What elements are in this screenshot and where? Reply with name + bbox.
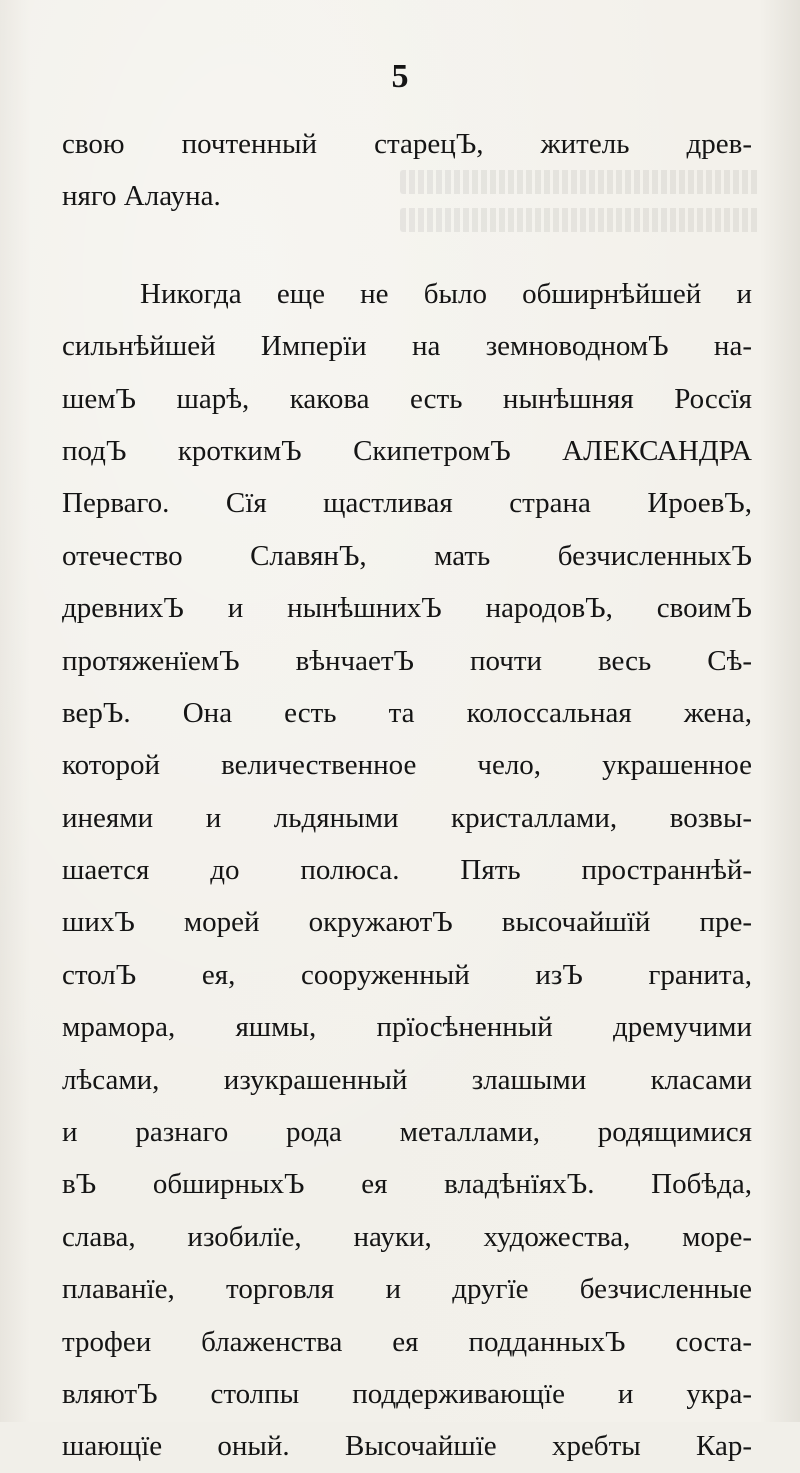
text-line: отечество СлавянЪ, мать безчисленныхЪ: [62, 539, 752, 572]
text-line: шающїе оный. Высочайшїе хребты Кар-: [62, 1430, 752, 1463]
text-line: свою почтенный старецЪ, житель древ-: [62, 128, 752, 160]
text-line: инеями и льдяными кристаллами, возвы-: [62, 801, 752, 834]
text-line: шается до полюса. Пять пространнѣй-: [62, 854, 752, 887]
page-number: 5: [391, 58, 409, 95]
text-line: столЪ ея, сооруженный изЪ гранита,: [62, 958, 752, 991]
text-line: шихЪ морей окружаютЪ высочайшїй пре-: [62, 906, 752, 939]
text-line: трофеи блаженства ея подданныхЪ соста-: [62, 1325, 752, 1358]
text-line: которой величественное чело, украшенное: [62, 749, 752, 782]
text-line: древнихЪ и нынѣшнихЪ народовЪ, своимЪ: [62, 592, 752, 625]
text-line: Перваго. Сїя щастливая страна ИроевЪ,: [62, 487, 752, 520]
text-line: плаванїе, торговля и другїе безчисленные: [62, 1273, 752, 1306]
text-line: Никогда еще не было обширнѣйшей и: [140, 277, 752, 310]
text-line: вЪ обширныхЪ ея владѣнїяхЪ. Побѣда,: [62, 1168, 752, 1201]
text-line: подЪ кроткимЪ СкипетромЪ АЛЕКСАНДРА: [62, 434, 752, 467]
text-line: и разнаго рода металлами, родящимися: [62, 1116, 752, 1149]
text-line: няго Алауна.: [62, 180, 221, 213]
text-line: мрамора, яшмы, прїосѣненный дремучими: [62, 1011, 752, 1044]
text-line: вляютЪ столпы поддерживающїе и укра-: [62, 1377, 752, 1410]
body-text: [62, 118, 752, 1473]
text-line: верЪ. Она есть та колоссальная жена,: [62, 696, 752, 729]
paragraph-gap: [62, 223, 752, 268]
text-line: протяженїемЪ вѣнчаетЪ почти весь Сѣ-: [62, 644, 752, 677]
text-line: сильнѣйшей Имперїи на земноводномЪ на-: [62, 330, 752, 363]
text-line: слава, изобилїе, науки, художества, море-: [62, 1220, 752, 1253]
text-line: шемЪ шарѣ, какова есть нынѣшняя Россїя: [62, 382, 752, 415]
text-line: лѣсами, изукрашенный злашыми класами: [62, 1063, 752, 1096]
